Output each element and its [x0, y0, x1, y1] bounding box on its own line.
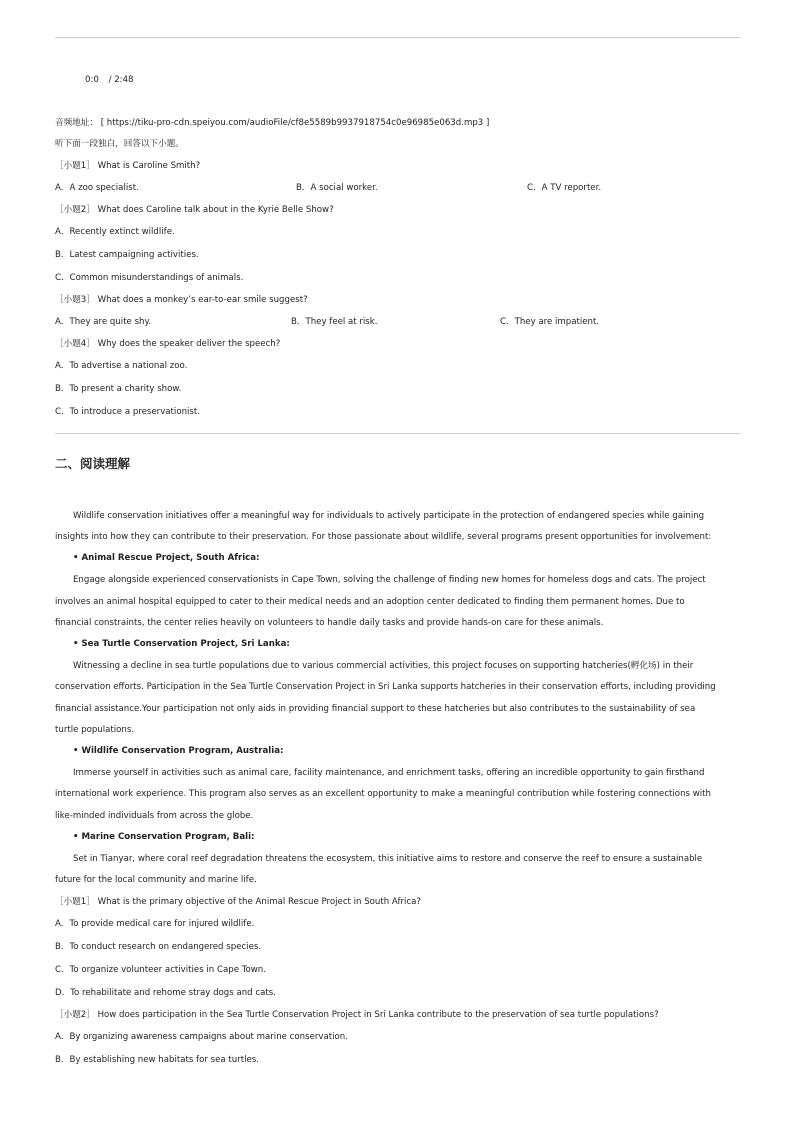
section-divider	[55, 433, 740, 434]
audio-current-time: 0:0	[85, 75, 99, 85]
listening-q4-option-a[interactable]: A．To advertise a national zoo.	[55, 361, 188, 371]
passage-line: Witnessing a decline in sea turtle populations due to various commercial activities, this project focuses on supporting hatcheries(孵化场) in their	[73, 661, 694, 671]
program-title-south-africa: • Animal Rescue Project, South Africa:	[73, 553, 260, 563]
listening-q2-option-a[interactable]: A．Recently extinct wildlife.	[55, 227, 175, 237]
listening-q1-option-b[interactable]: B．A social worker.	[296, 183, 378, 193]
passage-line: like-minded individuals from across the globe.	[55, 811, 254, 821]
listening-instruction: 听下面一段独白，回答以下小题。	[55, 139, 184, 149]
program-title-bali: • Marine Conservation Program, Bali:	[73, 832, 255, 842]
listening-q4-stem: ［小题4］ Why does the speaker deliver the speech?	[55, 339, 281, 349]
passage-line: Engage alongside experienced conservationists in Cape Town, solving the challenge of finding new homes for homeless dogs and cats. The project	[73, 575, 706, 585]
listening-q2-stem: ［小题2］ What does Caroline talk about in the Kyrie Belle Show?	[55, 205, 334, 215]
reading-q1-option-c[interactable]: C．To organize volunteer activities in Cape Town.	[55, 965, 266, 975]
program-title-australia: • Wildlife Conservation Program, Australia:	[73, 746, 284, 756]
program-title-sri-lanka: • Sea Turtle Conservation Project, Sri Lanka:	[73, 639, 290, 649]
passage-line: Immerse yourself in activities such as animal care, facility maintenance, and enrichment tasks, offering an incredible opportunity to gain firsthand	[73, 768, 705, 778]
audio-player[interactable]	[85, 74, 134, 86]
passage-line: involves an animal hospital equipped to cater to their medical needs and an adoption center dedicated to finding them permanent homes. Due to	[55, 597, 685, 607]
audio-total-time: / 2:48	[108, 75, 134, 85]
passage-line: conservation efforts. Participation in the Sea Turtle Conservation Project in Sri Lanka supports hatcheries in their conservation efforts, including providing	[55, 682, 716, 692]
audio-address: 音频地址： [ https://tiku-pro-cdn.speiyou.com/audioFile/cf8e5589b9937918754c0e96985e063d.mp3 ]	[55, 118, 490, 128]
listening-q3-stem: ［小题3］ What does a monkey’s ear-to-ear smile suggest?	[55, 295, 308, 305]
listening-q1-option-a[interactable]: A．A zoo specialist.	[55, 183, 139, 193]
passage-line: financial assistance.Your participation not only aids in providing financial support to these hatcheries but also contributes to the sustainability of sea	[55, 704, 696, 714]
reading-q1-stem: ［小题1］ What is the primary objective of the Animal Rescue Project in South Africa?	[55, 897, 421, 907]
reading-q2-option-a[interactable]: A．By organizing awareness campaigns about marine conservation.	[55, 1032, 348, 1042]
reading-q1-option-b[interactable]: B．To conduct research on endangered species.	[55, 942, 262, 952]
passage-line: financial constraints, the center relies heavily on volunteers to handle daily tasks and provide hands-on care for these animals.	[55, 618, 604, 628]
listening-q2-option-c[interactable]: C．Common misunderstandings of animals.	[55, 273, 244, 283]
listening-q2-option-b[interactable]: B．Latest campaigning activities.	[55, 250, 199, 260]
reading-q2-option-b[interactable]: B．By establishing new habitats for sea turtles.	[55, 1055, 259, 1065]
listening-q3-option-c[interactable]: C．They are impatient.	[500, 317, 600, 327]
listening-q4-option-b[interactable]: B．To present a charity show.	[55, 384, 182, 394]
top-divider	[55, 37, 740, 38]
reading-q2-stem: ［小题2］ How does participation in the Sea Turtle Conservation Project in Sri Lanka contribute to the preservation of sea turtle populations?	[55, 1010, 659, 1020]
passage-intro-line: Wildlife conservation initiatives offer a meaningful way for individuals to actively participate in the protection of endangered species while gaining	[73, 511, 705, 521]
passage-line: turtle populations.	[55, 725, 135, 735]
passage-line: future for the local community and marine life.	[55, 875, 257, 885]
passage-line: Set in Tianyar, where coral reef degradation threatens the ecosystem, this initiative aims to restore and conserve the reef to ensure a sustainable	[73, 854, 703, 864]
listening-q1-stem: ［小题1］ What is Caroline Smith?	[55, 161, 201, 171]
listening-q3-option-a[interactable]: A．They are quite shy.	[55, 317, 152, 327]
reading-q1-option-d[interactable]: D．To rehabilitate and rehome stray dogs and cats.	[55, 988, 276, 998]
listening-q1-option-c[interactable]: C．A TV reporter.	[527, 183, 602, 193]
passage-line: international work experience. This program also serves as an excellent opportunity to make a meaningful contribution while fostering connections with	[55, 789, 711, 799]
listening-q3-option-b[interactable]: B．They feel at risk.	[291, 317, 378, 327]
section-title: 二、阅读理解	[55, 456, 131, 471]
passage-intro-line: insights into how they can contribute to their preservation. For those passionate about wildlife, several programs present opportunities for involvement:	[55, 532, 712, 542]
reading-q1-option-a[interactable]: A．To provide medical care for injured wildlife.	[55, 919, 255, 929]
listening-q4-option-c[interactable]: C．To introduce a preservationist.	[55, 407, 200, 417]
